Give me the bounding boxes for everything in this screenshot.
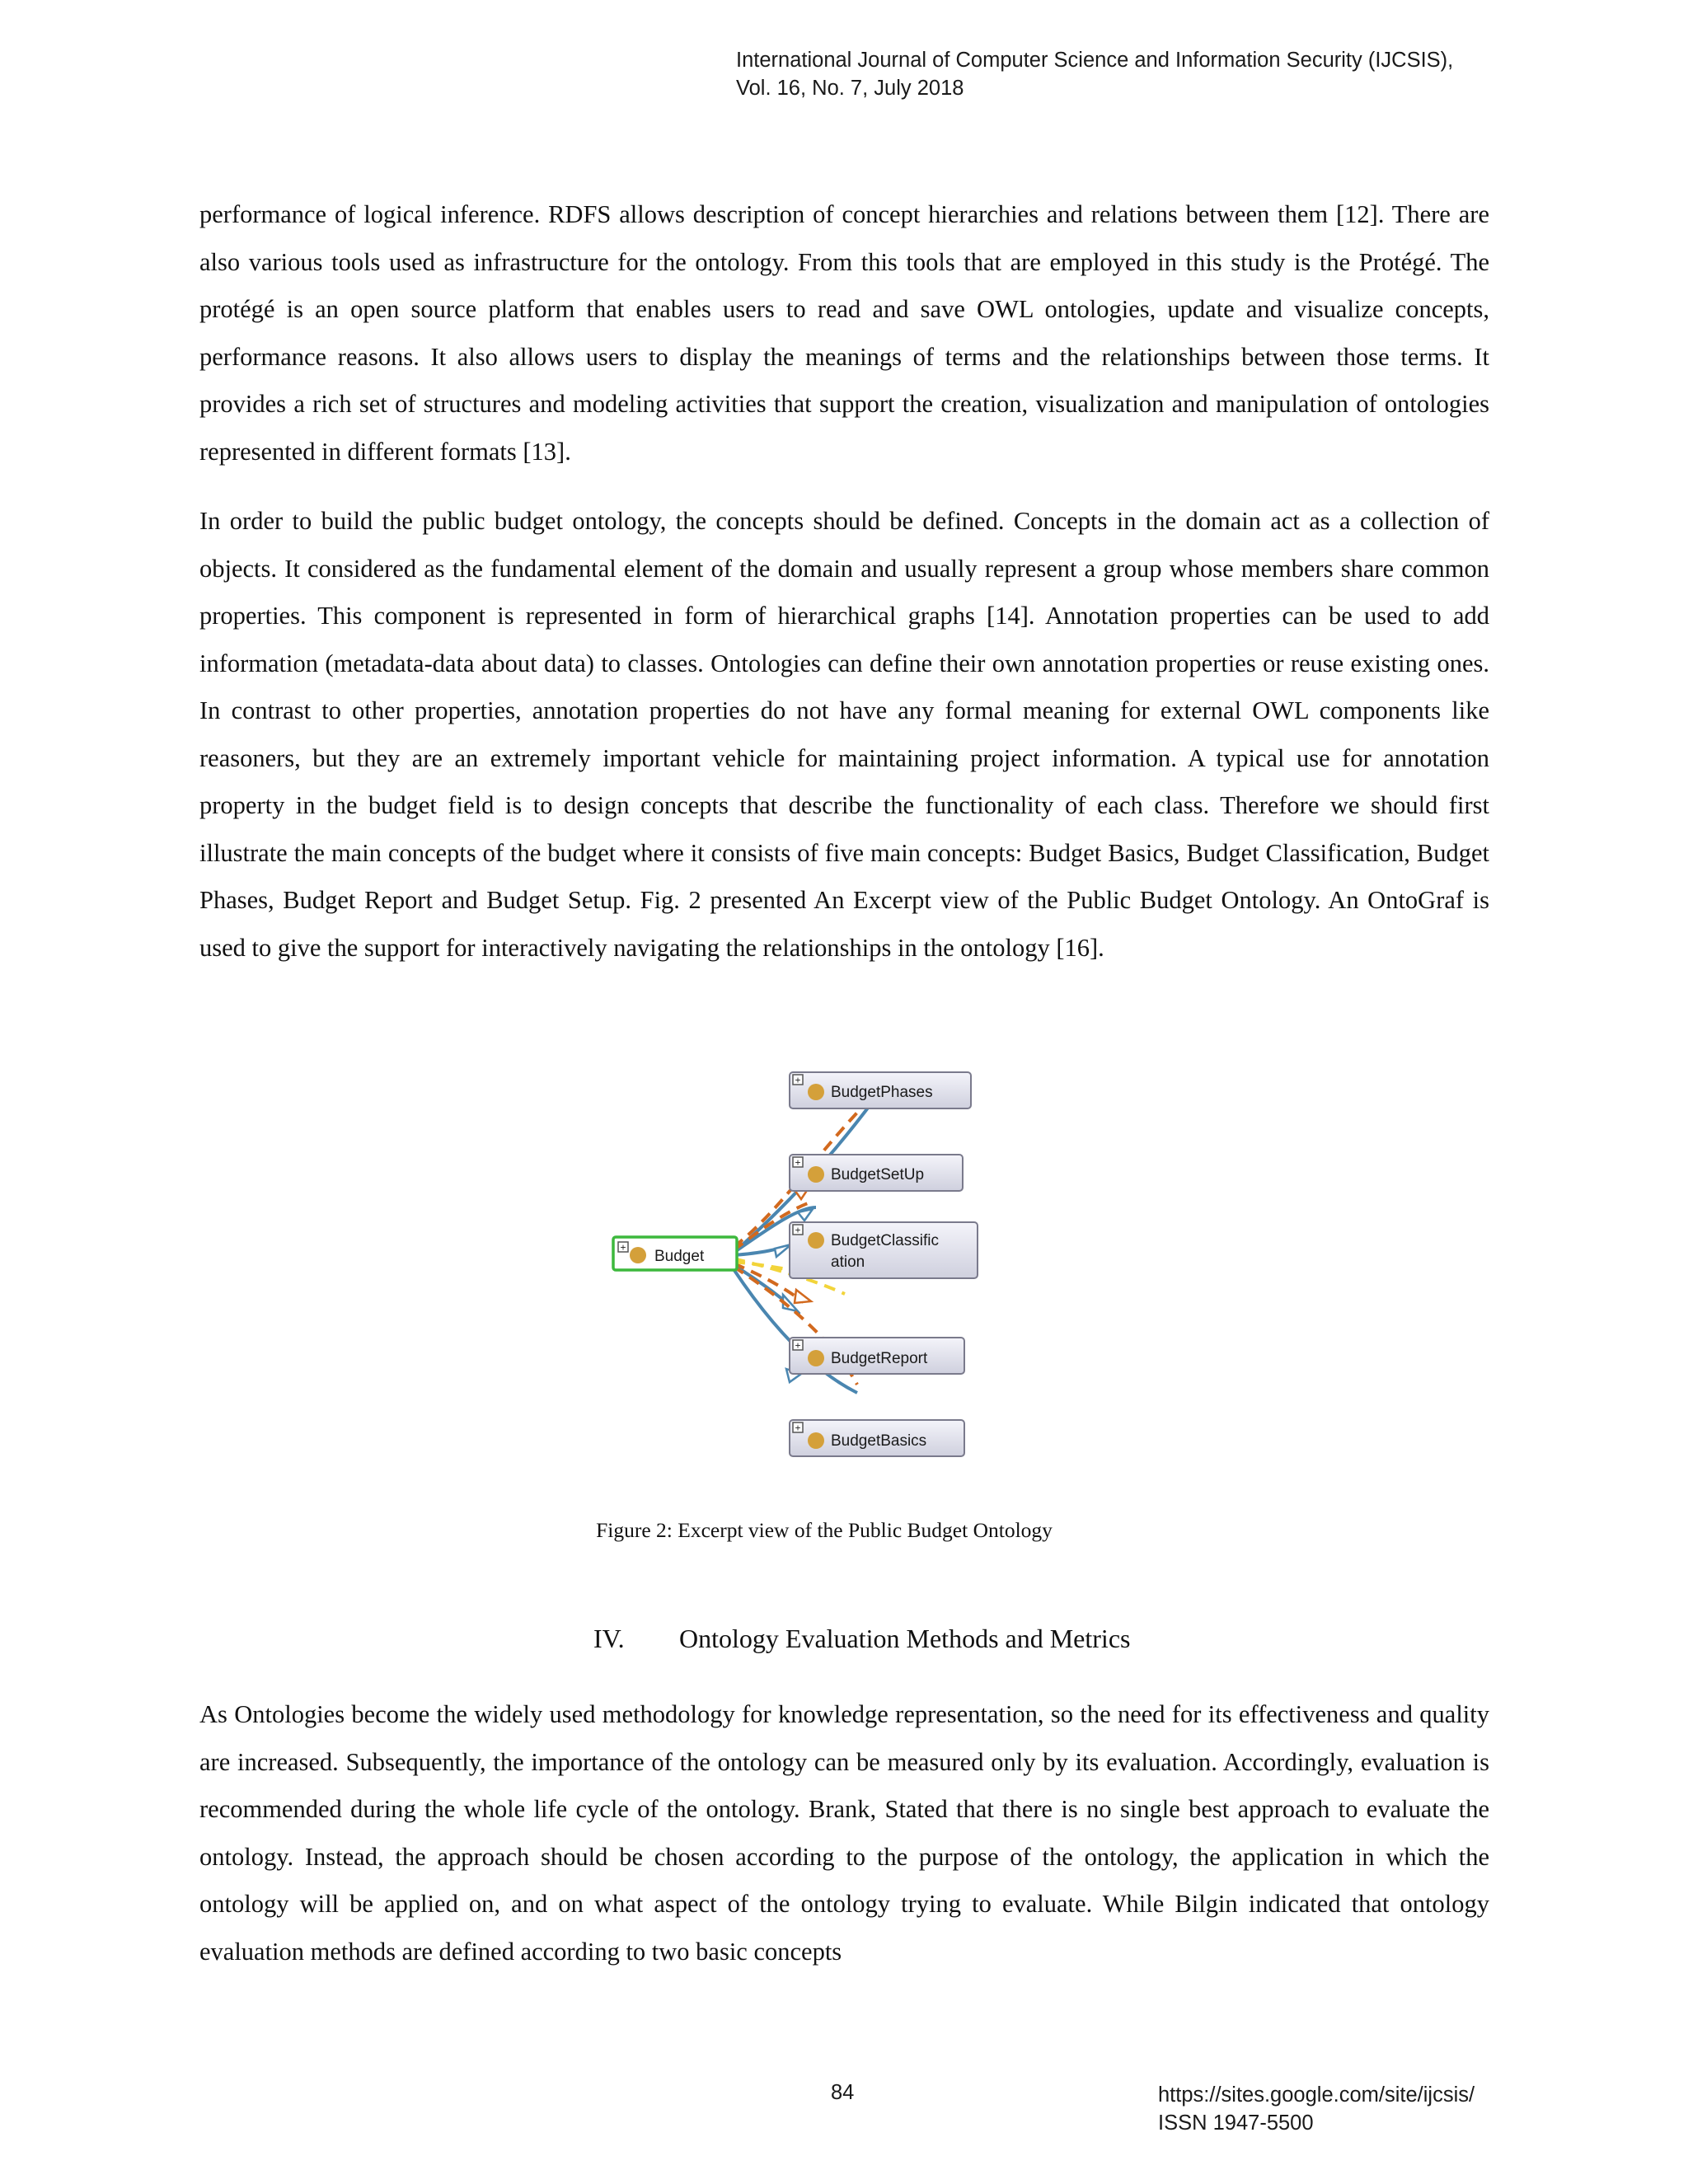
arrowhead — [795, 1290, 811, 1303]
svg-text:+: + — [795, 1074, 801, 1086]
footer-issn: ISSN 1947-5500 — [1158, 2111, 1314, 2135]
node-budget-report[interactable] — [790, 1338, 964, 1374]
svg-text:+: + — [620, 1241, 626, 1254]
node-budget-phases[interactable] — [790, 1072, 971, 1108]
body-paragraph-3 — [199, 1691, 1489, 1975]
journal-volume-line: Vol. 16, No. 7, July 2018 — [736, 77, 964, 100]
svg-text:+: + — [795, 1422, 801, 1434]
node-label: BudgetReport — [831, 1350, 928, 1367]
paragraph-text: In order to build the public budget ontology, the concepts should be defined. Concepts in the domain act as a collection of objects. It considered as the fundamental element of the domain and usually represent a group whose members share common properties. This component is represented in form of hierarchical graphs [14]. Annotation properties can be used to add information (metadata-data about data) to classes. Ontologies can define their own annotation properties or reuse existing ones. In contrast to other properties, annotation properties do not have any formal meaning for external OWL components like reasoners, but they are an extremely important vehicle for maintaining project information. A typical use for annotation property in the budget field is to design concepts that describe the functionality of each class. Therefore we should first illustrate the main concepts of the budget where it consists of five main concepts: Budget Basics, Budget Classification, Budget Phases, Budget Report and Budget Setup. Fig. 2 presented An Excerpt view of the Public Budget Ontology. An OntoGraf is used to give the support for interactively navigating the relationships in the ontology [16]. — [199, 507, 1489, 962]
class-dot-icon — [808, 1166, 824, 1183]
node-label: BudgetPhases — [831, 1084, 933, 1101]
footer-url[interactable]: https://sites.google.com/site/ijcsis/ — [1158, 2083, 1475, 2107]
node-label-continuation: ation — [831, 1254, 865, 1271]
paragraph-text: performance of logical inference. RDFS allows description of concept hierarchies and relations between them [12]. There are also various tools used as infrastructure for the ontology. From this tools that are employed in this study is the Protégé. The protégé is an open source platform that enables users to read and save OWL ontologies, update and visualize concepts, performance reasons. It also allows users to display the meanings of terms and the relationships between those terms. It provides a rich set of structures and modeling activities that support the creation, visualization and manipulation of ontologies represented in different formats [13]. — [199, 200, 1489, 466]
figure-caption-text: Figure 2: Excerpt view of the Public Budget Ontology — [596, 1518, 1053, 1542]
class-dot-icon — [808, 1232, 824, 1249]
node-label: BudgetBasics — [831, 1432, 927, 1450]
node-budget-classification[interactable] — [790, 1222, 978, 1278]
journal-header — [736, 46, 1560, 102]
section-heading — [593, 1624, 1130, 1654]
paragraph-text: As Ontologies become the widely used methodology for knowledge representation, so the need for its effectiveness and quality are increased. Subsequently, the importance of the ontology can be measured only by its evaluation. Accordingly, evaluation is recommended during the whole life cycle of the ontology. Brank, Stated that there is no single best approach to evaluate the ontology. Instead, the approach should be chosen according to the purpose of the ontology, the application in which the ontology will be applied on, and on what aspect of the ontology trying to evaluate. While Bilgin indicated that ontology evaluation methods are defined according to two basic concepts — [199, 1700, 1489, 1966]
root-node-budget[interactable] — [613, 1237, 737, 1270]
svg-text:+: + — [795, 1339, 801, 1352]
section-number: IV. — [593, 1624, 625, 1653]
svg-text:+: + — [795, 1156, 801, 1169]
class-dot-icon — [630, 1247, 646, 1263]
svg-text:+: + — [795, 1224, 801, 1236]
node-label: BudgetSetUp — [831, 1166, 925, 1183]
body-paragraph-1 — [199, 191, 1489, 476]
node-label: BudgetClassific — [831, 1232, 939, 1249]
page-number: 84 — [831, 2081, 855, 2104]
ontology-graph-figure — [610, 1067, 989, 1471]
footer-info — [1158, 2081, 1475, 2137]
ontograf-diagram — [610, 1067, 989, 1471]
section-title: Ontology Evaluation Methods and Metrics — [679, 1624, 1131, 1653]
body-paragraph-2 — [199, 498, 1489, 972]
node-budget-setup[interactable] — [790, 1155, 963, 1191]
class-dot-icon — [808, 1350, 824, 1366]
class-dot-icon — [808, 1432, 824, 1449]
node-budget-basics[interactable] — [790, 1420, 964, 1456]
class-dot-icon — [808, 1084, 824, 1100]
journal-title-line: International Journal of Computer Science and Information Security (IJCSIS), — [736, 49, 1454, 72]
root-node-label: Budget — [654, 1248, 705, 1265]
figure-caption — [0, 1518, 1688, 1543]
